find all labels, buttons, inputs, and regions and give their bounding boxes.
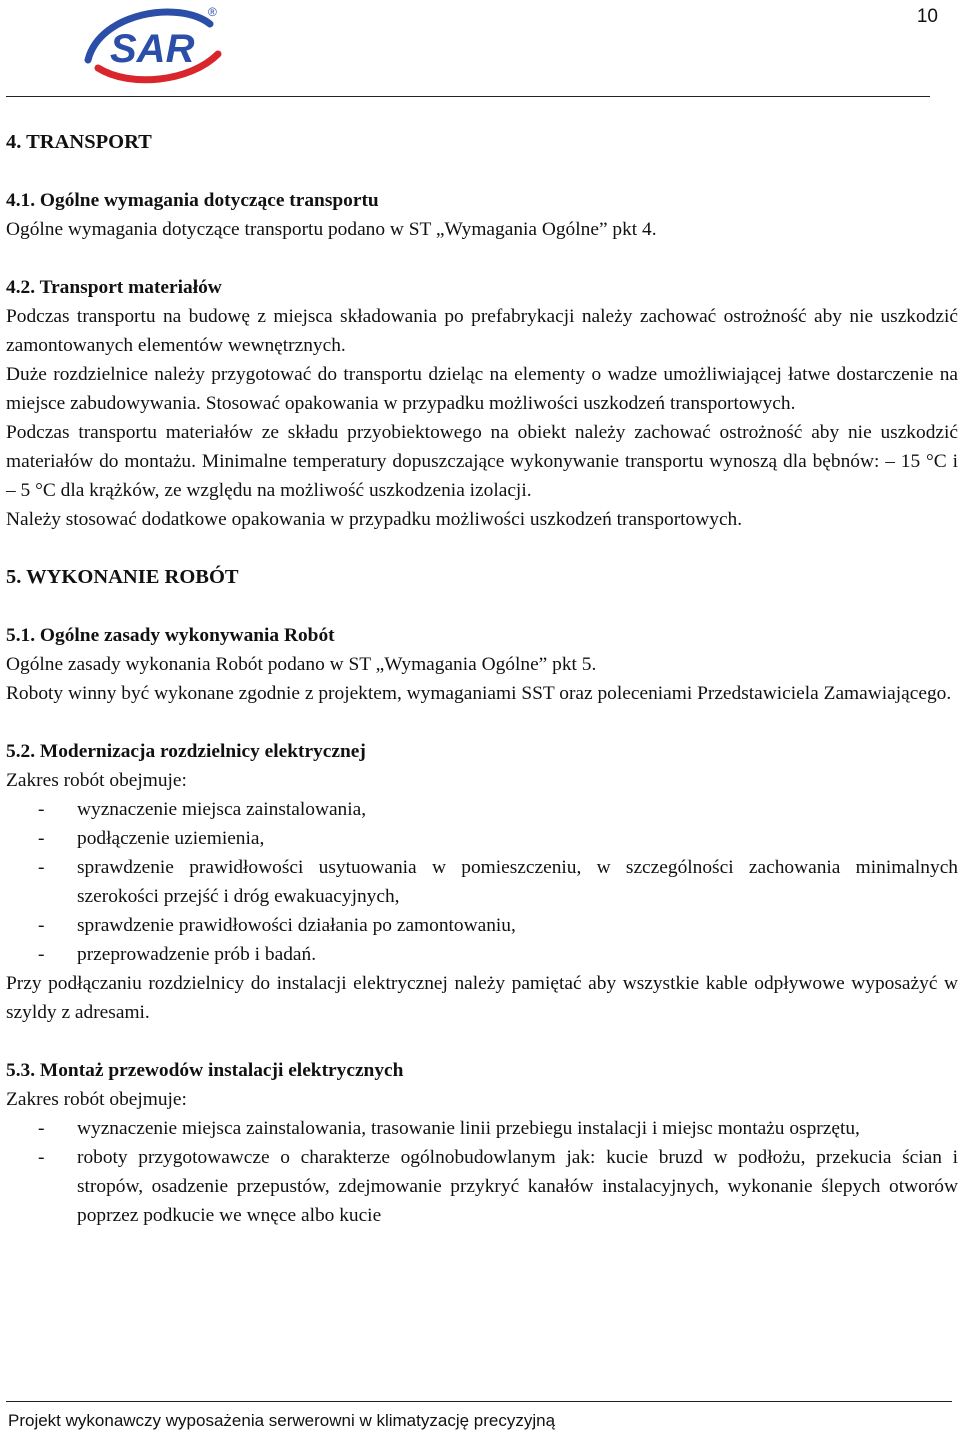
- section-4-1-text: Ogólne wymagania dotyczące transportu podano w ST „Wymagania Ogólne” pkt 4.: [6, 219, 657, 240]
- list-item: - sprawdzenie prawidłowości usytuowania w pomieszczeniu, w szczególności zachowania minimalnych szerokości przejść i dróg ewakuacyjnych,: [6, 853, 958, 911]
- section-4-2-paragraph: Podczas transportu na budowę z miejsca składowania po prefabrykacji należy zachować ostrożność aby nie uszkodzić zamontowanych elementów wewnętrznych.: [6, 306, 958, 356]
- section-5-2-list: [6, 795, 958, 969]
- sar-logo-icon: [70, 2, 230, 86]
- document-body: [6, 128, 958, 1230]
- section-5-2-heading: 5.2. Modernizacja rozdzielnicy elektrycznej: [6, 741, 366, 762]
- logo-text: SAR: [110, 27, 195, 71]
- section-4-heading: 4. TRANSPORT: [6, 131, 152, 153]
- section-4-2-paragraph: Duże rozdzielnice należy przygotować do transportu dzieląc na elementy o wadze umożliwiającej łatwe dostarczenie na miejsce zabudowywania. Stosować opakowania w przypadku możliwości uszkodzeń transportowych.: [6, 364, 958, 414]
- list-item: - wyznaczenie miejsca zainstalowania,: [6, 795, 958, 824]
- section-4-2-heading: 4.2. Transport materiałów: [6, 277, 222, 298]
- list-item: - wyznaczenie miejsca zainstalowania, trasowanie linii przebiegu instalacji i miejsc montażu osprzętu,: [6, 1114, 958, 1143]
- section-4-2-paragraph: Należy stosować dodatkowe opakowania w przypadku możliwości uszkodzeń transportowych.: [6, 509, 743, 530]
- section-4-1-heading: 4.1. Ogólne wymagania dotyczące transportu: [6, 190, 379, 211]
- list-item: - sprawdzenie prawidłowości działania po zamontowaniu,: [6, 911, 958, 940]
- footer-project-title: Projekt wykonawczy wyposażenia serwerowni w klimatyzację precyzyjną: [8, 1411, 556, 1430]
- section-5-1-paragraph: Ogólne zasady wykonania Robót podano w ST „Wymagania Ogólne” pkt 5.: [6, 654, 597, 675]
- section-4-2-paragraph: Podczas transportu materiałów ze składu przyobiektowego na obiekt należy zachować ostrożność aby nie uszkodzić materiałów do montażu. Minimalne temperatury dopuszczające wykonywanie transportu wynoszą dla bębnów: – 15 °C i – 5 °C dla krążków, ze względu na możliwość uszkodzenia izolacji.: [6, 422, 958, 501]
- footer-divider: [6, 1401, 952, 1402]
- section-5-2-outro: Przy podłączaniu rozdzielnicy do instalacji elektrycznej należy pamiętać aby wszystkie kable odpływowe wyposażyć w szyldy z adresami.: [6, 973, 958, 1023]
- section-5-3-intro: Zakres robót obejmuje:: [6, 1089, 187, 1110]
- section-5-3-list: [6, 1114, 958, 1230]
- section-5-heading: 5. WYKONANIE ROBÓT: [6, 566, 239, 588]
- company-logo: [70, 2, 230, 86]
- registered-mark: ®: [208, 5, 217, 19]
- section-5-1-heading: 5.1. Ogólne zasady wykonywania Robót: [6, 625, 335, 646]
- header-divider: [6, 96, 930, 97]
- page-number: 10: [916, 6, 938, 27]
- list-item: - podłączenie uziemienia,: [6, 824, 958, 853]
- section-5-2-intro: Zakres robót obejmuje:: [6, 770, 187, 791]
- section-5-1-paragraph: Roboty winny być wykonane zgodnie z projektem, wymaganiami SST oraz poleceniami Przedstawiciela Zamawiającego.: [6, 683, 952, 704]
- list-item: - przeprowadzenie prób i badań.: [6, 940, 958, 969]
- list-item: - roboty przygotowawcze o charakterze ogólnobudowlanym jak: kucie bruzd w podłożu, przekucia ścian i stropów, osadzenie przepustów, zdejmowanie przykryć kanałów instalacyjnych, wykonanie ślepych otworów poprzez podkucie we wnęce albo kucie: [6, 1143, 958, 1230]
- section-5-3-heading: 5.3. Montaż przewodów instalacji elektrycznych: [6, 1060, 404, 1081]
